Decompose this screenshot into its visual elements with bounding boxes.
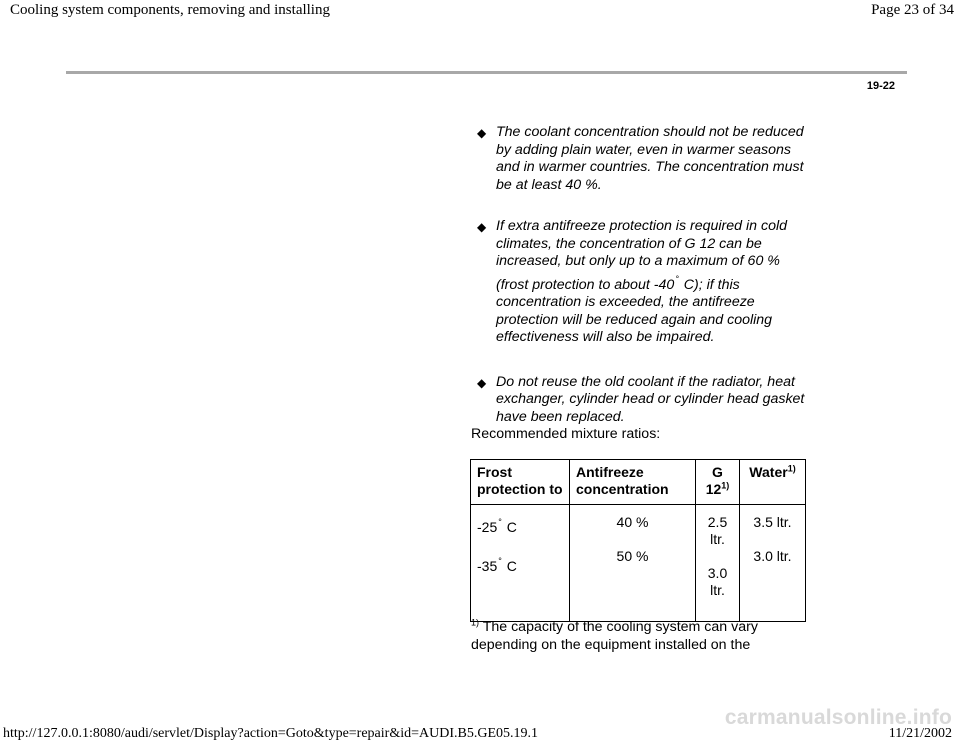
g12-value-1: 2.5 ltr. — [707, 514, 728, 547]
degree-symbol: ° — [498, 517, 502, 527]
header-antifreeze: Antifreeze concentration — [570, 460, 696, 505]
degree-symbol: ° — [498, 556, 502, 566]
frost-temp: -25 — [477, 519, 498, 535]
water-value-2: 3.0 ltr. — [753, 548, 792, 564]
mixture-ratio-table — [470, 459, 806, 622]
diamond-bullet-icon: ◆ — [477, 220, 487, 234]
cell-antifreeze — [570, 505, 696, 622]
cell-frost-protection — [471, 505, 570, 622]
note-text: Do not reuse the old coolant if the radiator, heat exchanger, cylinder head or cylinder head gasket have been replaced. — [496, 373, 805, 425]
diamond-bullet-icon: ◆ — [477, 126, 487, 140]
watermark: carmanualsonline.info — [724, 706, 952, 729]
footnote — [471, 619, 811, 654]
footnote-ref: 1) — [721, 480, 730, 491]
header-water — [740, 460, 806, 505]
water-value-1: 3.5 ltr. — [753, 514, 792, 530]
frost-temp: -35 — [477, 558, 498, 574]
page-indicator: Page 23 of 34 — [871, 2, 954, 18]
header-water-label: Water — [749, 464, 788, 480]
degree-symbol: ° — [675, 273, 679, 284]
document-title: Cooling system components, removing and installing — [10, 2, 330, 18]
note-text-end: C); if this concentration is exceeded, the antifreeze protection will be reduced again and cooling effectiveness will also be impaired. — [496, 276, 773, 345]
cell-g12 — [696, 505, 740, 622]
header-frost-protection: Frost protection to — [471, 460, 570, 505]
header-divider — [66, 71, 907, 74]
frost-unit: C — [502, 558, 517, 574]
header-g12 — [696, 460, 740, 505]
footer-date: 11/21/2002 — [888, 726, 952, 741]
frost-value-2 — [477, 553, 563, 575]
footnote-marker: 1) — [471, 617, 480, 628]
footnote-ref: 1) — [787, 463, 796, 474]
note-text-start: If extra antifreeze protection is required in cold climates, the concentration of G 12 can be increased, but only up to a maximum of 60 % (frost protection to about -40 — [496, 218, 787, 293]
table-row — [471, 505, 806, 622]
table-header-row — [471, 460, 806, 505]
frost-unit: C — [502, 519, 517, 535]
header-g12-label: G 12 — [705, 464, 723, 497]
list-item — [475, 124, 810, 194]
mixture-heading: Recommended mixture ratios: — [471, 426, 661, 442]
antifreeze-value-1: 40 % — [616, 514, 649, 530]
notes-list — [475, 124, 810, 426]
note-text: The coolant concentration should not be reduced by adding plain water, even in warmer seasons and in warmer countries. The concentration must be at least 40 %. — [496, 124, 804, 193]
frost-value-1 — [477, 514, 563, 536]
list-item — [475, 218, 810, 347]
diamond-bullet-icon: ◆ — [477, 375, 487, 390]
footnote-text: The capacity of the cooling system can vary depending on the equipment installed on the — [471, 619, 758, 653]
g12-value-2: 3.0 ltr. — [707, 565, 728, 598]
footer-url-link[interactable]: http://127.0.0.1:8080/audi/servlet/Display?action=Goto&type=repair&id=AUDI.B5.GE05.19.1 — [3, 726, 538, 741]
cell-water — [740, 505, 806, 622]
section-page-number: 19-22 — [866, 80, 895, 92]
antifreeze-value-2: 50 % — [616, 548, 649, 564]
list-item — [475, 374, 810, 427]
